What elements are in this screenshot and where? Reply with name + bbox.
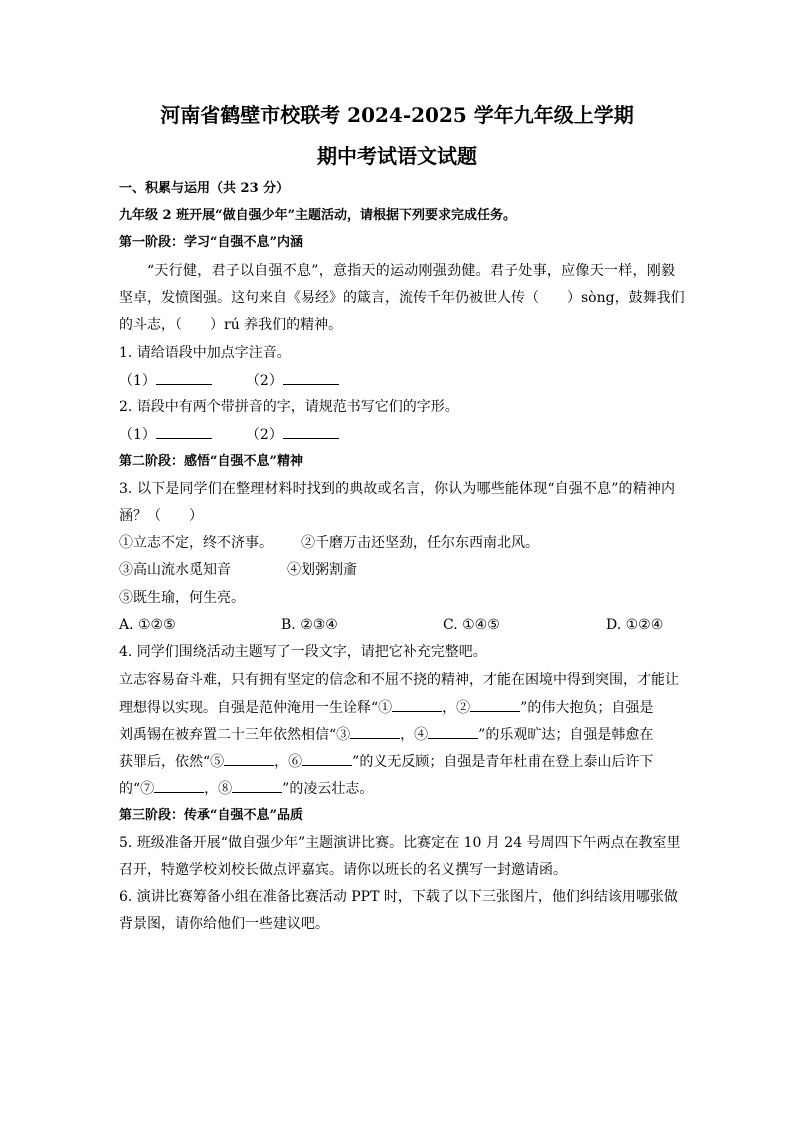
page-title-line1: 河南省鹤壁市校联考 2024-2025 学年九年级上学期 [160,103,634,127]
question-5-cont: 召开，特邀学校刘校长做点评嘉宾。请你以班长的名义撰写一封邀请函。 [119,862,567,878]
answer-blank[interactable] [156,424,212,439]
fill-blank-1[interactable] [392,697,442,712]
q4-text: ”的乐观旷达；自强是韩愈在 [478,727,654,743]
question-3-cont: 涵？（ ） [119,508,203,524]
q4-text: 获罪后，依然“⑤ [119,754,225,770]
fill-blank-5[interactable] [224,751,274,766]
q4-paragraph-line [119,724,675,745]
q3-items-row [119,560,675,580]
question-6: 6. 演讲比赛筹备小组在准备比赛活动 PPT 时，下载了以下三张图片，他们纠结该用哪张做 [119,889,678,905]
answer-label: （2） [245,427,283,443]
question-1: 1. 请给语段中加点字注音。 [119,345,291,361]
q4-text: ”的伟大抱负；自强是 [520,700,654,716]
q3-item: ④划粥割齑 [287,562,357,578]
q4-paragraph-line [119,697,675,718]
answer-label: （1） [119,427,156,443]
question-1-answers [119,370,675,391]
question-2: 2. 语段中有两个带拼音的字，请规范书写它们的字形。 [119,399,459,415]
question-4: 4. 同学们围绕活动主题写了一段文字，请把它补充完整吧。 [119,644,487,660]
q3-item: ①立志不定，终不济事。 [119,535,273,551]
option-d[interactable]: D. ①②④ [606,617,664,633]
q4-text: ，⑥ [274,754,303,770]
q3-options [119,615,675,635]
fill-blank-2[interactable] [470,697,520,712]
passage-line: 的斗志，（ ）rú 养我们的精神。 [119,317,343,333]
fill-blank-8[interactable] [232,778,282,793]
q3-items-row [119,533,675,553]
fill-blank-3[interactable] [350,724,400,739]
answer-blank[interactable] [283,370,339,385]
page-title-line2: 期中考试语文试题 [317,144,477,168]
q3-item: ⑤既生瑜，何生亮。 [119,590,245,606]
passage-line: “天行健，君子以自强不息”，意指天的运动刚强劲健。君子处事，应像天一样，刚毅 [147,263,675,279]
q4-text: ，② [442,700,471,716]
question-5: 5. 班级准备开展“做自强少年”主题演讲比赛。比赛定在 10 月 24 号周四下午两点在教室里 [119,835,681,851]
stage2-heading: 第二阶段：感悟“自强不息”精神 [119,454,303,469]
q4-paragraph-line [119,778,675,799]
fill-blank-6[interactable] [302,751,352,766]
question-6-cont: 背景图，请你给他们一些建议吧。 [119,916,329,932]
q4-paragraph-line: 立志容易奋斗难，只有拥有坚定的信念和不屈不挠的精神，才能在困境中得到突围，才能让 [119,672,679,688]
answer-blank[interactable] [283,424,339,439]
q4-text: ”的义无反顾；自强是青年杜甫在登上泰山后许下 [352,754,654,770]
q3-item: ②千磨万击还坚劲，任尔东西南北风。 [301,535,539,551]
question-2-answers [119,424,675,445]
q4-text: ”的凌云壮志。 [282,781,374,797]
option-b[interactable]: B. ②③④ [281,617,338,633]
stage1-heading: 第一阶段：学习“自强不息”内涵 [119,235,303,250]
answer-blank[interactable] [156,370,212,385]
option-c[interactable]: C. ①④⑤ [443,617,500,633]
stage3-heading: 第三阶段：传承“自强不息”品质 [119,808,303,823]
fill-blank-4[interactable] [428,724,478,739]
fill-blank-7[interactable] [154,778,204,793]
q3-item: ③高山流水觅知音 [119,562,231,578]
q4-text: ，④ [400,727,429,743]
q4-text: ，⑧ [204,781,233,797]
q4-text: 的“⑦ [119,781,155,797]
q4-text: 理想得以实现。自强是范仲淹用一生诠释“① [119,700,393,716]
option-a[interactable]: A. ①②⑤ [119,617,176,633]
question-3: 3. 以下是同学们在整理材料时找到的典故或名言，你认为哪些能体现“自强不息”的精神内 [119,481,675,497]
section-heading: 一、积累与运用（共 23 分） [119,181,290,196]
activity-intro: 九年级 2 班开展“做自强少年”主题活动，请根据下列要求完成任务。 [119,208,517,223]
q4-text: 刘禹锡在被弃置二十三年依然相信“③ [119,727,351,743]
passage-line: 坚卓，发愤图强。这句来自《易经》的箴言，流传千年仍被世人传（ ）sòng，鼓舞我们 [119,290,685,306]
answer-label: （2） [245,373,283,389]
q4-paragraph-line [119,751,675,772]
answer-label: （1） [119,373,156,389]
